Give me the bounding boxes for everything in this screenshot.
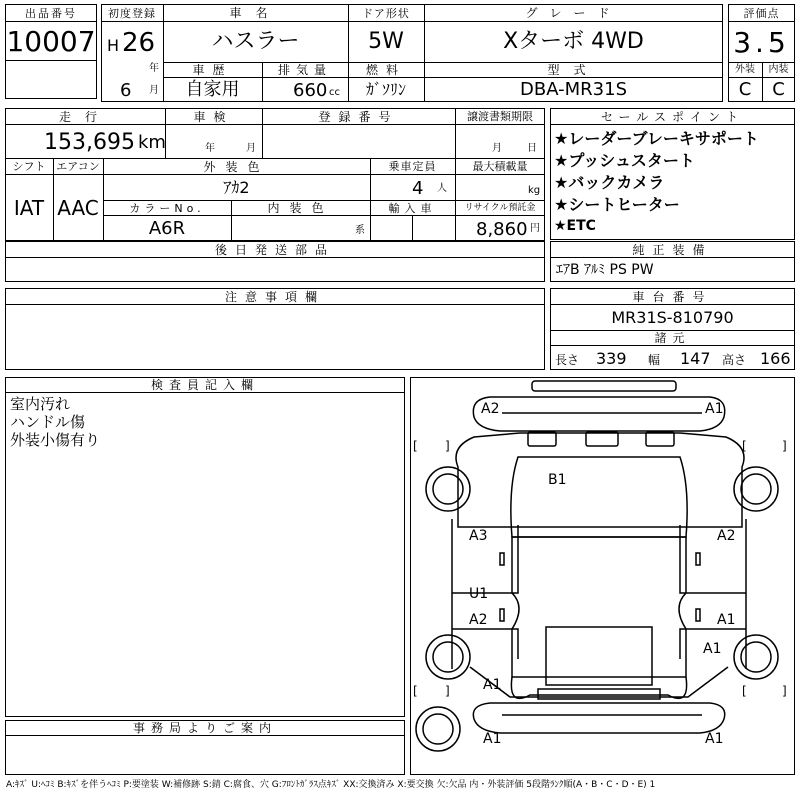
interior-label: 内装 — [768, 64, 789, 75]
inspector-line-3: 外装小傷有り — [10, 431, 101, 449]
grade-label: グレード — [525, 6, 622, 20]
recycle-fee: 8,860 — [476, 219, 528, 240]
bracket-open-4: [ — [742, 684, 747, 698]
notes-label: 注意事項欄 — [224, 289, 325, 304]
interior-grade: C — [772, 79, 785, 100]
bracket-close-3: ] — [445, 684, 450, 698]
first-reg-year: 26 — [122, 28, 156, 58]
bracket-close-1: ] — [445, 439, 450, 453]
mileage-label: 走行 — [58, 109, 111, 124]
dims-label: 諸元 — [654, 331, 691, 345]
first-reg-month: 6 — [120, 80, 132, 101]
car-diagram — [410, 377, 795, 775]
first-reg-label: 初度登録 — [108, 6, 156, 20]
inspection-month-unit: 月 — [246, 143, 256, 154]
mileage: 153,695 — [44, 130, 135, 155]
door-label: ドア形状 — [362, 6, 410, 20]
inspection-year-unit: 年 — [205, 143, 215, 154]
legend: A:ｷｽﾞ U:ﾍｺﾐ B:ｷｽﾞを伴うﾍｺﾐ P:要塗装 W:補修跡 S:錆 C:腐食、穴 G:ﾌﾛﾝﾄｶﾞﾗｽ点ｷｽﾞ XX:交換済み X:要交換 欠:欠品 内・外装評価 5段階ﾗﾝｸ順(A・B・C・D・E) 1 — [6, 780, 656, 790]
mark-a1-left-rear-fender: A1 — [483, 677, 502, 693]
load-label: 最大積載量 — [472, 160, 528, 173]
height: 166 — [760, 349, 791, 368]
sales-point-5: ★ETC — [554, 218, 596, 234]
ac: AAC — [57, 196, 99, 220]
score-label: 評価点 — [743, 6, 780, 20]
door-type: 5W — [368, 29, 404, 54]
kg-unit: kg — [528, 185, 541, 196]
shift-label: シフト — [12, 160, 46, 173]
year-unit: 年 — [149, 63, 159, 74]
ext-color-label: 外装色 — [203, 159, 270, 174]
bracket-open-1: [ — [413, 439, 418, 453]
capacity: 4 — [412, 178, 424, 199]
inspection-label: 車検 — [193, 109, 234, 124]
inspector-label: 検査員記入欄 — [150, 378, 259, 392]
later-parts-label: 後日発送部品 — [214, 242, 335, 257]
sales-point-3: ★バックカメラ — [554, 173, 665, 192]
chassis-label: 車台番号 — [632, 289, 713, 304]
shift: IAT — [13, 196, 45, 220]
model-label: 型式 — [547, 63, 600, 77]
height-label: 高さ — [722, 353, 747, 367]
mark-a2-front-left: A2 — [481, 401, 500, 417]
length-label: 長さ — [555, 353, 580, 367]
chassis-number: MR31S-810790 — [611, 307, 734, 327]
mark-a1-rear-left: A1 — [483, 731, 502, 747]
lot-label: 出品番号 — [25, 6, 77, 20]
ac-label: エアコン — [56, 160, 100, 173]
bracket-open-2: [ — [742, 439, 747, 453]
era: H — [107, 36, 120, 55]
sales-point-2: ★プッシュスタート — [554, 151, 695, 170]
exterior-label: 外装 — [735, 64, 755, 75]
fuel: ｶﾞｿﾘﾝ — [365, 80, 406, 99]
transfer-month-unit: 月 — [492, 143, 502, 154]
mark-a1-right-rear-door: A1 — [717, 612, 736, 628]
yen-unit: 円 — [530, 223, 540, 234]
reg-number-label: 登録番号 — [318, 109, 399, 124]
mark-a3-left-door: A3 — [469, 528, 488, 544]
score: 3.5 — [733, 25, 790, 59]
recycle-label: リサイクル預託金 — [464, 202, 536, 213]
office-label: 事務局よりご案内 — [132, 721, 277, 735]
mark-a1-rear-right: A1 — [705, 731, 724, 747]
car-name: ハスラー — [211, 29, 300, 54]
km-unit: km — [138, 132, 166, 153]
history-label: 車歴 — [192, 63, 233, 77]
sales-points-label: セールスポイント — [601, 109, 744, 124]
exterior-grade: C — [738, 79, 752, 100]
sales-point-4: ★シートヒーター — [554, 195, 680, 214]
inspector-line-2: ハンドル傷 — [10, 413, 86, 431]
transfer-day-unit: 日 — [527, 143, 537, 154]
import-label: 輸入車 — [388, 201, 437, 215]
model-code: DBA-MR31S — [520, 79, 627, 100]
grade: Xターボ 4WD — [503, 29, 644, 54]
color-no: A6R — [148, 217, 186, 239]
car-name-label: 車名 — [229, 6, 282, 20]
mark-a2-right-door: A2 — [717, 528, 736, 544]
displacement: 660 — [293, 80, 328, 101]
equipment-list: ｴｱB ｱﾙﾐ PS PW — [556, 262, 654, 278]
lot-number: 10007 — [6, 25, 96, 58]
cc-unit: cc — [329, 87, 340, 98]
equipment-label: 純正装備 — [632, 242, 713, 257]
width-label: 幅 — [648, 353, 661, 367]
bracket-open-3: [ — [413, 684, 418, 698]
int-color-suffix: 系 — [355, 225, 365, 236]
person-unit: 人 — [437, 183, 447, 194]
bracket-close-2: ] — [782, 439, 787, 453]
int-color-label: 内装色 — [267, 201, 334, 215]
width: 147 — [680, 349, 711, 368]
length: 339 — [596, 349, 627, 368]
fuel-label: 燃料 — [365, 63, 406, 77]
inspector-line-1: 室内汚れ — [10, 395, 71, 413]
month-unit: 月 — [149, 85, 159, 96]
mark-a2-left-rear-door: A2 — [469, 612, 488, 628]
mark-a1-right-rear-fender: A1 — [703, 641, 722, 657]
sales-point-1: ★レーダーブレーキサポート — [554, 129, 759, 148]
capacity-label: 乗車定員 — [388, 160, 437, 173]
mark-b1-hood: B1 — [548, 472, 567, 488]
transfer-label: 譲渡書類期限 — [467, 110, 533, 123]
mark-a1-front-right: A1 — [705, 401, 724, 417]
history: 自家用 — [185, 79, 240, 100]
displacement-label: 排気量 — [277, 63, 332, 77]
ext-color: ｱｶ2 — [223, 177, 250, 197]
mark-u1-left-rear-door: U1 — [469, 586, 489, 602]
bracket-close-4: ] — [782, 684, 787, 698]
color-no-label: カラーNo. — [129, 201, 205, 215]
